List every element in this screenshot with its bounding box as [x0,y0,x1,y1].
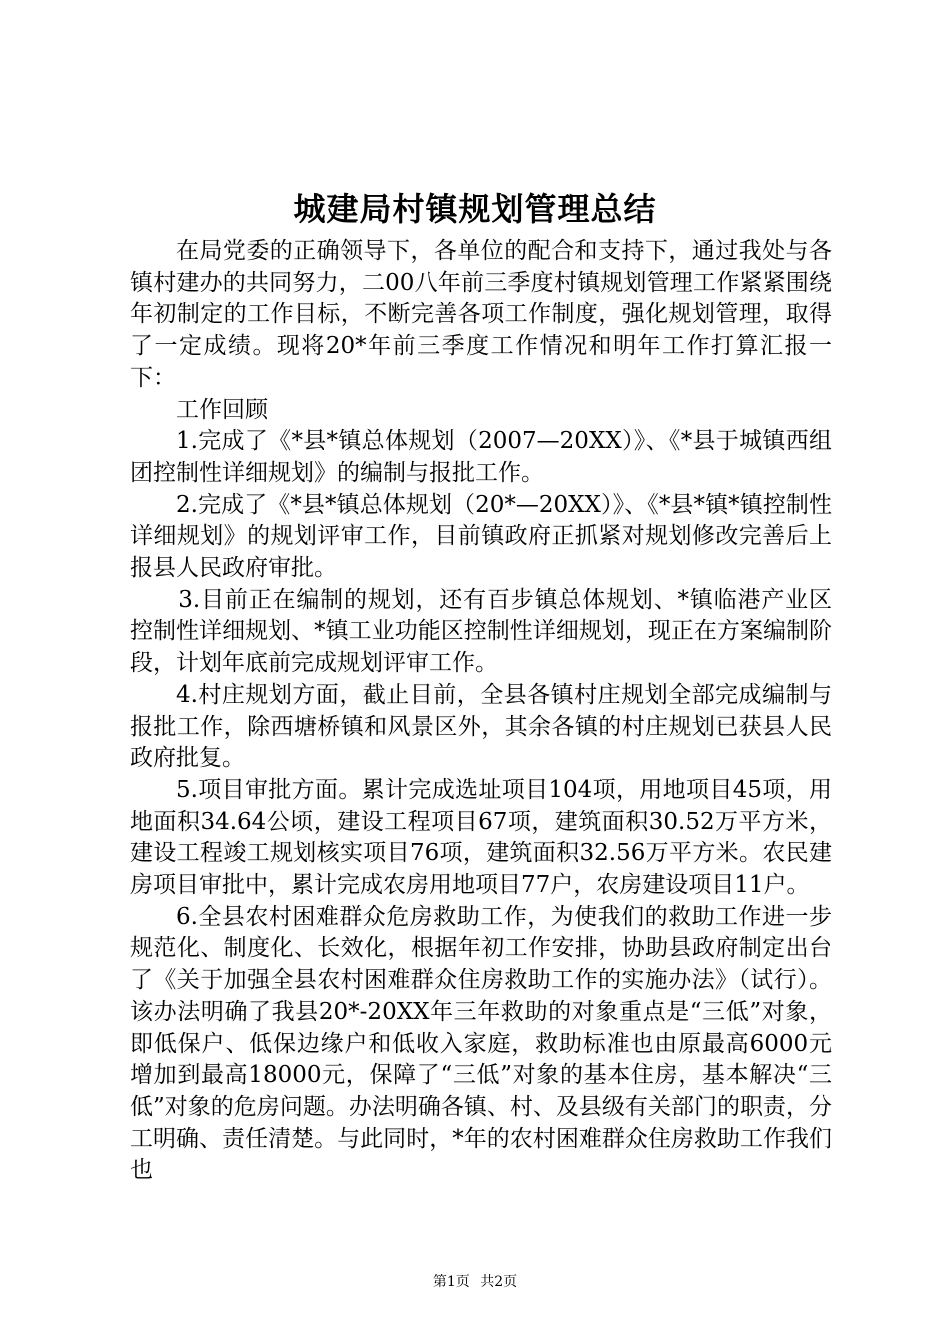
page-footer [0,1272,950,1292]
page-total: 共2页 [480,1274,518,1290]
page-number: 第1页 [432,1274,470,1290]
list-item: 6.全县农村困难群众危房救助工作，为使我们的救助工作进一步规范化、制度化、长效化，根据年初工作安排，协助县政府制定出台了《关于加强全县农村困难群众住房救助工作的实施办法》（试行）。该办法明确了我县20*-20XX年三年救助的对象重点是“三低”对象，即低保户、低保边缘户和低收入家庭，救助标准也由原最高6000元增加到最高18000元，保障了“三低”对象的基本住房，基本解决“三低”对象的危房问题。办法明确各镇、村、及县级有关部门的职责，分工明确、责任清楚。与此同时，*年的农村困难群众住房救助工作我们也 [130,903,832,1184]
intro-paragraph: 在局党委的正确领导下，各单位的配合和支持下，通过我处与各镇村建办的共同努力，二00八年前三季度村镇规划管理工作紧紧围绕年初制定的工作目标，不断完善各项工作制度，强化规划管理，取得了一定成绩。现将20*年前三季度工作情况和明年工作打算汇报一下： [130,238,832,391]
list-item: 1.完成了《*县*镇总体规划（2007—20XX）》、《*县于城镇西组团控制性详细规划》的编制与报批工作。 [130,428,832,486]
section-heading: 工作回顾 [176,396,268,423]
list-item: 4.村庄规划方面，截止目前，全县各镇村庄规划全部完成编制与报批工作，除西塘桥镇和风景区外，其余各镇的村庄规划已获县人民政府批复。 [130,681,832,772]
list-item: 3.目前正在编制的规划，还有百步镇总体规划、*镇临港产业区控制性详细规划、*镇工业功能区控制性详细规划，现正在方案编制阶段，计划年底前完成规划评审工作。 [130,586,832,677]
list-item: 2.完成了《*县*镇总体规划（20*—20XX）》、《*县*镇*镇控制性详细规划》的规划评审工作，目前镇政府正抓紧对规划修改完善后上报县人民政府审批。 [130,491,832,582]
list-item: 5.项目审批方面。累计完成选址项目104项，用地项目45项，用地面积34.64公顷，建设工程项目67项，建筑面积30.52万平方米，建设工程竣工规划核实项目76项，建筑面积32.56万平方米。农民建房项目审批中，累计完成农房用地项目77户，农房建设项目11户。 [130,776,832,899]
page-title: 城建局村镇规划管理总结 [293,190,657,228]
document-body [130,236,832,1187]
